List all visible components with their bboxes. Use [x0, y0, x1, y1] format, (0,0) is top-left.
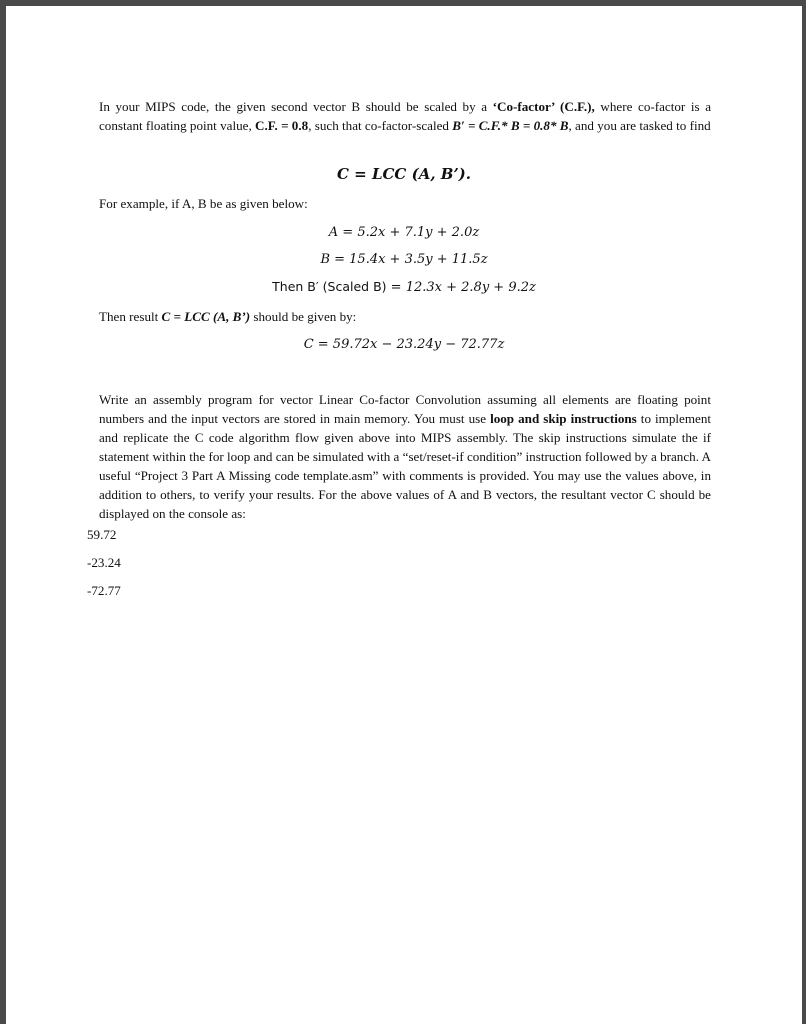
- result-intro: [99, 307, 356, 326]
- main-equation: C = LCC (A, B’).: [337, 165, 471, 183]
- document-page: [6, 6, 802, 1024]
- intro-text-1: In your MIPS code, the given second vector B should be scaled by a: [99, 99, 493, 114]
- console-output-line: -23.24: [87, 555, 121, 570]
- equation-b: B = 15.4x + 3.5y + 11.5z: [320, 252, 488, 267]
- task-paragraph: [99, 390, 711, 523]
- cf-value: C.F. = 0.8: [255, 118, 309, 133]
- intro-paragraph: [99, 97, 711, 135]
- console-output-line: 59.72: [87, 527, 117, 542]
- example-intro: For example, if A, B be as given below:: [99, 196, 308, 211]
- scaled-expression: B′ = C.F.* B = 0.8* B: [452, 118, 569, 133]
- task-emphasis: loop and skip instructions: [490, 411, 637, 426]
- task-text-1: Write an assembly program for vector Linear Co-factor Convolution assuming all elements are floating point numbers and the input vectors are stored in main memory. You must use: [99, 392, 711, 426]
- equation-b-scaled-value: = 12.3x + 2.8y + 9.2z: [386, 280, 536, 295]
- intro-text-2: where co-factor is a constant floating point value,: [99, 99, 712, 133]
- equation-b-scaled: [6, 279, 802, 295]
- equation-b-scaled-label: Then B′ (Scaled B): [272, 279, 387, 294]
- equation-a: A = 5.2x + 7.1y + 2.0z: [328, 225, 480, 240]
- intro-text-4: , and you are tasked to find: [568, 118, 711, 133]
- result-intro-text-2: should be given by:: [250, 309, 357, 324]
- console-output-line: -72.77: [87, 583, 121, 598]
- equation-result: C = 59.72x − 23.24y − 72.77z: [303, 337, 505, 352]
- result-intro-text-1: Then result: [99, 309, 162, 324]
- task-text-2: to implement and replicate the C code algorithm flow given above into MIPS assembly. The skip instructions simulate the if statement within the for loop and can be simulated with a “set/reset-if condition” instruction followed by a branch. A useful “Project 3 Part A Missing code template.asm” with comments is provided. You may use the values above, in addition to others, to verify your results. For the above values of A and B vectors, the resultant vector C should be displayed on the console as:: [99, 411, 712, 521]
- cofactor-term: ‘Co-factor’ (C.F.),: [492, 99, 595, 114]
- intro-text-3: , such that co-factor-scaled: [308, 118, 453, 133]
- result-expression: C = LCC (A, B’): [161, 309, 251, 324]
